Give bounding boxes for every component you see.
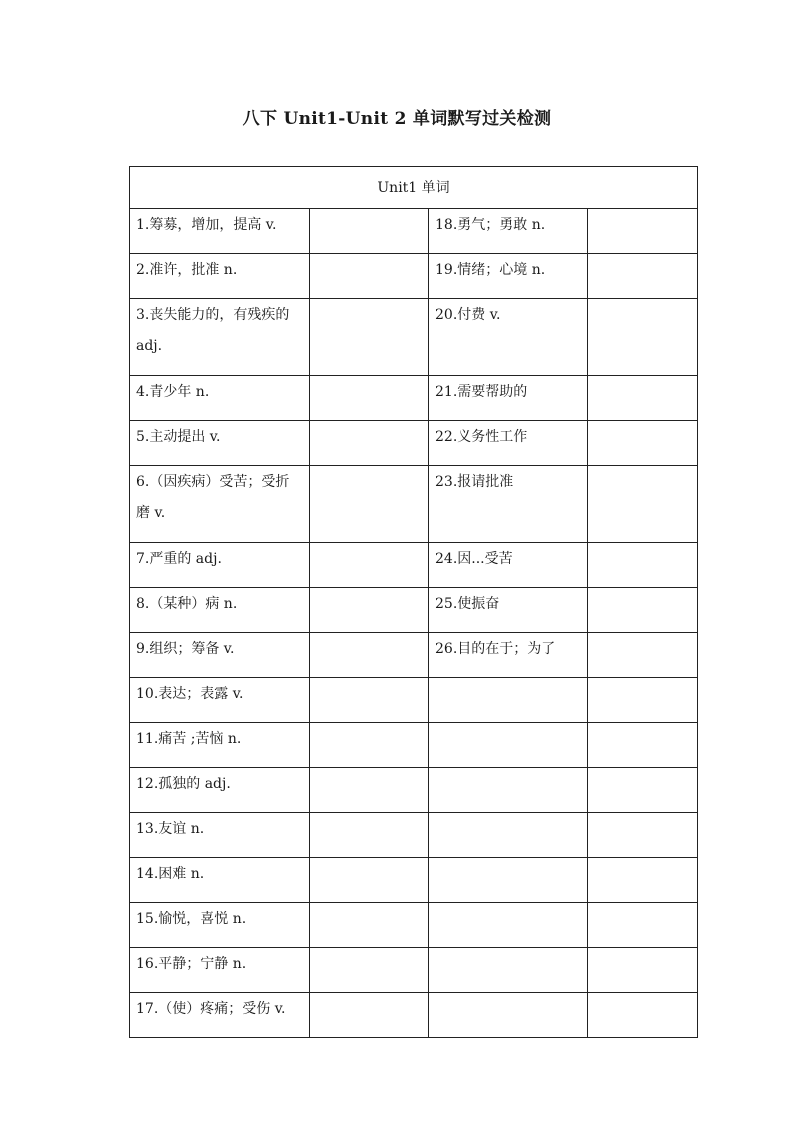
answer-blank-right[interactable]: [588, 903, 698, 948]
word-prompt-left: 8.（某种）病 n.: [130, 588, 310, 633]
word-prompt-left: 2.准许，批准 n.: [130, 254, 310, 299]
word-prompt-right: [429, 723, 588, 768]
table-row: [130, 813, 698, 858]
answer-blank-left[interactable]: [310, 209, 429, 254]
answer-blank-right[interactable]: [588, 723, 698, 768]
table-header-row: [130, 167, 698, 209]
word-prompt-left: 5.主动提出 v.: [130, 421, 310, 466]
vocab-table: [129, 166, 698, 1038]
answer-blank-right[interactable]: [588, 588, 698, 633]
word-prompt-right: [429, 813, 588, 858]
word-prompt-right: [429, 858, 588, 903]
word-prompt-right: 20.付费 v.: [429, 299, 588, 376]
table-row: [130, 466, 698, 543]
answer-blank-left[interactable]: [310, 466, 429, 543]
word-prompt-left: 14.困难 n.: [130, 858, 310, 903]
word-prompt-right: 25.使振奋: [429, 588, 588, 633]
word-prompt-left: 6.（因疾病）受苦；受折磨 v.: [130, 466, 310, 543]
answer-blank-right[interactable]: [588, 858, 698, 903]
word-prompt-left: 15.愉悦，喜悦 n.: [130, 903, 310, 948]
word-prompt-right: 21.需要帮助的: [429, 376, 588, 421]
answer-blank-left[interactable]: [310, 903, 429, 948]
word-prompt-left: 13.友谊 n.: [130, 813, 310, 858]
answer-blank-left[interactable]: [310, 948, 429, 993]
answer-blank-right[interactable]: [588, 948, 698, 993]
answer-blank-right[interactable]: [588, 376, 698, 421]
word-prompt-right: [429, 903, 588, 948]
word-prompt-right: 26.目的在于；为了: [429, 633, 588, 678]
table-row: [130, 209, 698, 254]
answer-blank-left[interactable]: [310, 993, 429, 1038]
answer-blank-left[interactable]: [310, 543, 429, 588]
answer-blank-right[interactable]: [588, 678, 698, 723]
table-row: [130, 903, 698, 948]
word-prompt-left: 11.痛苦 ;苦恼 n.: [130, 723, 310, 768]
word-prompt-right: [429, 948, 588, 993]
word-prompt-left: 17.（使）疼痛；受伤 v.: [130, 993, 310, 1038]
answer-blank-right[interactable]: [588, 254, 698, 299]
answer-blank-left[interactable]: [310, 813, 429, 858]
answer-blank-left[interactable]: [310, 588, 429, 633]
answer-blank-left[interactable]: [310, 254, 429, 299]
word-prompt-right: 18.勇气；勇敢 n.: [429, 209, 588, 254]
word-prompt-right: [429, 678, 588, 723]
word-prompt-right: 19.情绪；心境 n.: [429, 254, 588, 299]
table-row: [130, 768, 698, 813]
word-prompt-right: [429, 993, 588, 1038]
answer-blank-right[interactable]: [588, 466, 698, 543]
word-prompt-left: 7.严重的 adj.: [130, 543, 310, 588]
table-row: [130, 421, 698, 466]
table-row: [130, 723, 698, 768]
word-prompt-right: [429, 768, 588, 813]
answer-blank-right[interactable]: [588, 421, 698, 466]
table-row: [130, 376, 698, 421]
word-prompt-right: 22.义务性工作: [429, 421, 588, 466]
answer-blank-left[interactable]: [310, 376, 429, 421]
answer-blank-left[interactable]: [310, 768, 429, 813]
answer-blank-right[interactable]: [588, 299, 698, 376]
table-header: Unit1 单词: [130, 167, 698, 209]
table-row: [130, 948, 698, 993]
answer-blank-left[interactable]: [310, 723, 429, 768]
page-title: 八下 Unit1-Unit 2 单词默写过关检测: [242, 109, 552, 129]
table-row: [130, 858, 698, 903]
word-prompt-left: 12.孤独的 adj.: [130, 768, 310, 813]
table-row: [130, 993, 698, 1038]
answer-blank-right[interactable]: [588, 813, 698, 858]
table-row: [130, 588, 698, 633]
table-row: [130, 254, 698, 299]
answer-blank-left[interactable]: [310, 421, 429, 466]
answer-blank-left[interactable]: [310, 299, 429, 376]
word-prompt-right: 23.报请批准: [429, 466, 588, 543]
table-row: [130, 678, 698, 723]
answer-blank-right[interactable]: [588, 543, 698, 588]
table-row: [130, 543, 698, 588]
table-row: [130, 299, 698, 376]
word-prompt-left: 4.青少年 n.: [130, 376, 310, 421]
answer-blank-left[interactable]: [310, 633, 429, 678]
answer-blank-right[interactable]: [588, 633, 698, 678]
word-prompt-left: 9.组织；筹备 v.: [130, 633, 310, 678]
word-prompt-right: 24.因...受苦: [429, 543, 588, 588]
answer-blank-right[interactable]: [588, 768, 698, 813]
answer-blank-right[interactable]: [588, 993, 698, 1038]
word-prompt-left: 10.表达；表露 v.: [130, 678, 310, 723]
word-prompt-left: 16.平静；宁静 n.: [130, 948, 310, 993]
word-prompt-left: 1.筹募，增加，提高 v.: [130, 209, 310, 254]
answer-blank-right[interactable]: [588, 209, 698, 254]
answer-blank-left[interactable]: [310, 858, 429, 903]
answer-blank-left[interactable]: [310, 678, 429, 723]
table-row: [130, 633, 698, 678]
word-prompt-left: 3.丧失能力的，有残疾的 adj.: [130, 299, 310, 376]
